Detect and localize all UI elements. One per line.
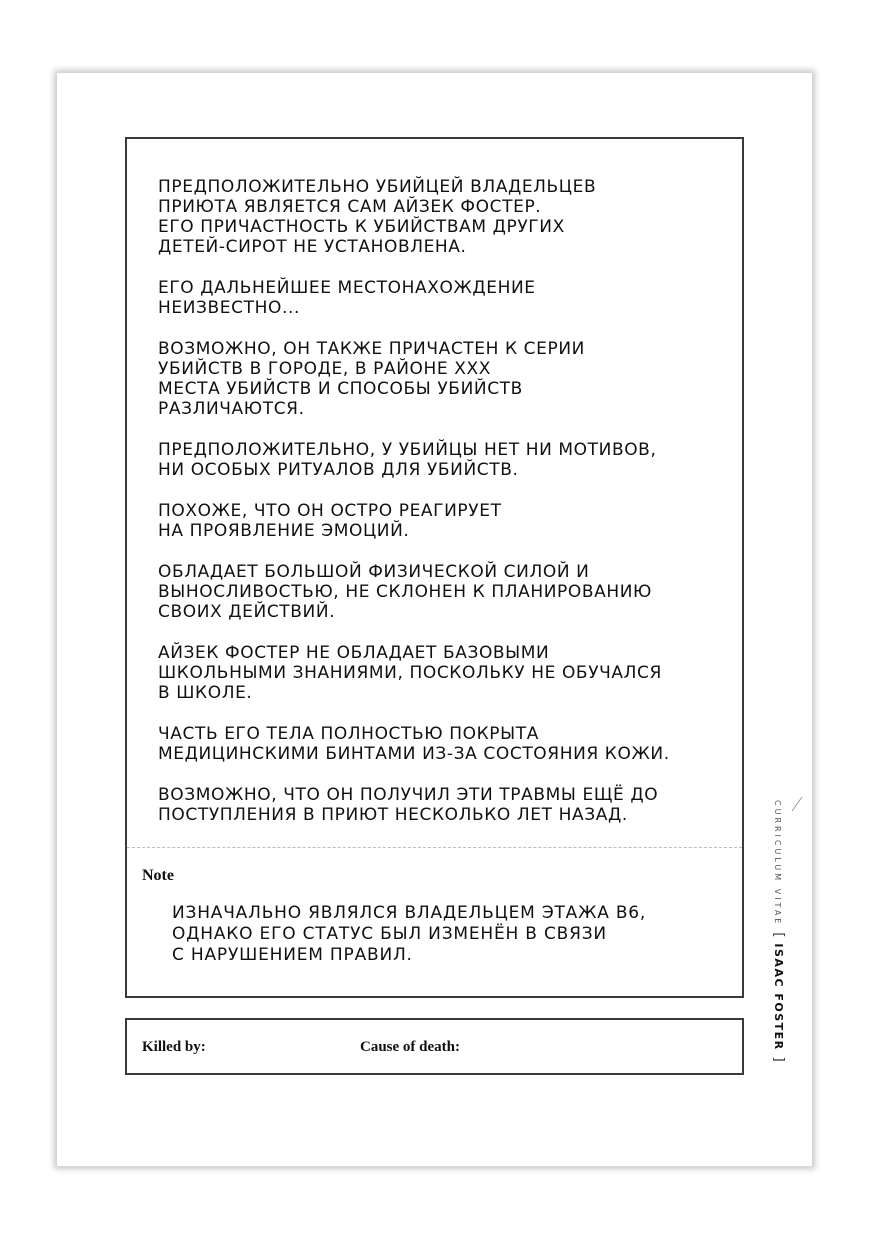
side-tab <box>771 800 800 1130</box>
report-box <box>125 137 744 998</box>
paragraph: ЕГО ДАЛЬНЕЙШЕЕ МЕСТОНАХОЖДЕНИЕ НЕИЗВЕСТНО... <box>158 278 536 318</box>
paragraph: ПОХОЖЕ, ЧТО ОН ОСТРО РЕАГИРУЕТ НА ПРОЯВЛЕНИЕ ЭМОЦИЙ. <box>158 501 502 541</box>
killed-by-label: Killed by: <box>142 1039 206 1055</box>
footer-box <box>125 1018 744 1075</box>
cv-label: CURRICULUM VITAE <box>773 800 782 927</box>
close-bracket: ] <box>771 1056 786 1062</box>
note-divider <box>127 847 742 848</box>
paragraph: ЧАСТЬ ЕГО ТЕЛА ПОЛНОСТЬЮ ПОКРЫТА МЕДИЦИНСКИМИ БИНТАМИ ИЗ-ЗА СОСТОЯНИЯ КОЖИ. <box>158 724 670 764</box>
open-bracket: [ <box>771 932 786 938</box>
paragraph: ПРЕДПОЛОЖИТЕЛЬНО УБИЙЦЕЙ ВЛАДЕЛЬЦЕВ ПРИЮТА ЯВЛЯЕТСЯ САМ АЙЗЕК ФОСТЕР. ЕГО ПРИЧАСТНОСТЬ К УБИЙСТВАМ ДРУГИХ ДЕТЕЙ-СИРОТ НЕ УСТАНОВЛЕНА. <box>158 177 597 257</box>
note-label: Note <box>142 867 174 884</box>
report-body <box>158 177 728 846</box>
note-text: ИЗНАЧАЛЬНО ЯВЛЯЛСЯ ВЛАДЕЛЬЦЕМ ЭТАЖА B6, ОДНАКО ЕГО СТАТУС БЫЛ ИЗМЕНЁН В СВЯЗИ С НАРУШЕНИЕМ ПРАВИЛ. <box>172 903 647 965</box>
paragraph: ВОЗМОЖНО, ЧТО ОН ПОЛУЧИЛ ЭТИ ТРАВМЫ ЕЩЁ ДО ПОСТУПЛЕНИЯ В ПРИЮТ НЕСКОЛЬКО ЛЕТ НАЗАД. <box>158 785 659 825</box>
person-name: ISAAC FOSTER <box>772 943 785 1051</box>
paragraph: ОБЛАДАЕТ БОЛЬШОЙ ФИЗИЧЕСКОЙ СИЛОЙ И ВЫНОСЛИВОСТЬЮ, НЕ СКЛОНЕН К ПЛАНИРОВАНИЮ СВОИХ ДЕЙСТВИЙ. <box>158 562 653 622</box>
paragraph: АЙЗЕК ФОСТЕР НЕ ОБЛАДАЕТ БАЗОВЫМИ ШКОЛЬНЫМИ ЗНАНИЯМИ, ПОСКОЛЬКУ НЕ ОБУЧАЛСЯ В ШКОЛЕ. <box>158 643 662 703</box>
paragraph: ПРЕДПОЛОЖИТЕЛЬНО, У УБИЙЦЫ НЕТ НИ МОТИВОВ, НИ ОСОБЫХ РИТУАЛОВ ДЛЯ УБИЙСТВ. <box>158 440 657 480</box>
paragraph: ВОЗМОЖНО, ОН ТАКЖЕ ПРИЧАСТЕН К СЕРИИ УБИЙСТВ В ГОРОДЕ, В РАЙОНЕ XXX МЕСТА УБИЙСТВ И СПОСОБЫ УБИЙСТВ РАЗЛИЧАЮТСЯ. <box>158 339 585 419</box>
side-tab-text <box>771 800 790 1068</box>
cause-of-death-label: Cause of death: <box>360 1039 460 1055</box>
